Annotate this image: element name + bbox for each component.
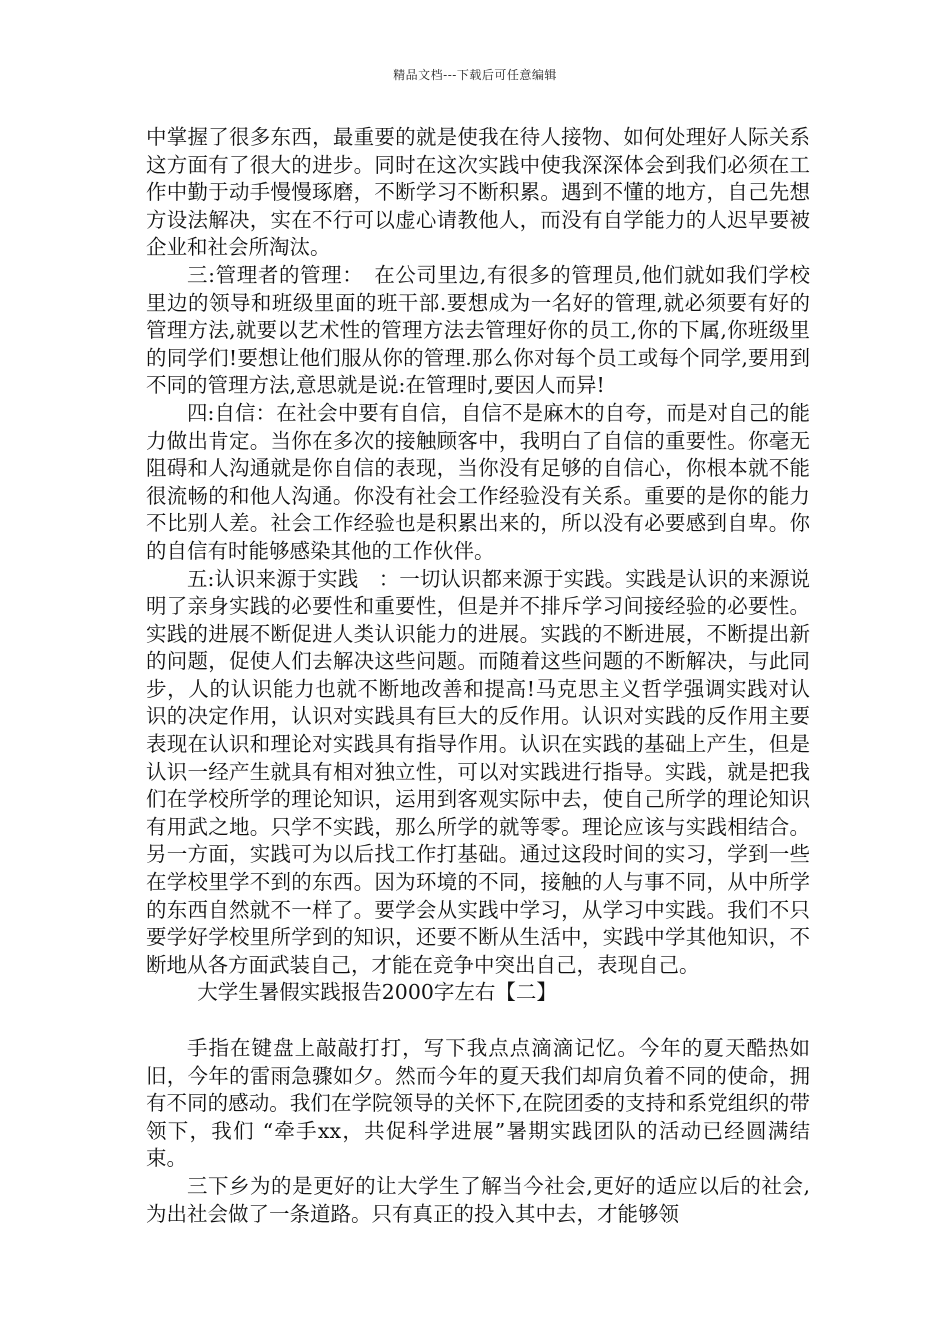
body-paragraph: 中掌握了很多东西，最重要的就是使我在待人接物、如何处理好人际关系这方面有了很大的进步。同时在这次实践中使我深深体会到我们必须在工作中勤于动手慢慢琢磨，不断学习不断积累。遇到不懂的地方，自己先想方设法解决，实在不行可以虚心请教他人，而没有自学能力的人迟早要被企业和社会所淘汰。 <box>146 125 810 260</box>
blank-line <box>146 1007 810 1035</box>
document-body <box>146 124 810 1228</box>
body-paragraph: 三:管理者的管理： 在公司里边,有很多的管理员,他们就如我们学校里边的领导和班级里面的班干部.要想成为一名好的管理,就必须要有好的管理方法,就要以艺术性的管理方法去管理好你的员工,你的下属,你班级里的同学们!要想让他们服从你的管理.那么你对每个员工或每个同学,要用到不同的管理方法,意思就是说:在管理时,要因人而异! <box>146 262 810 398</box>
section-heading: 大学生暑假实践报告2000字左右【二】 <box>197 980 557 1005</box>
page-header: 精品文档---下载后可任意编辑 <box>393 68 557 82</box>
body-paragraph: 五:认识来源于实践 ：一切认识都来源于实践。实践是认识的来源说明了亲身实践的必要性和重要性，但是并不排斥学习间接经验的必要性。实践的进展不断促进人类认识能力的进展。实践的不断进展，不断提出新的问题，促使人们去解决这些问题。而随着这些问题的不断解决，与此同步，人的认识能力也就不断地改善和提高!马克思主义哲学强调实践对认识的决定作用，认识对实践具有巨大的反作用。认识对实践的反作用主要表现在认识和理论对实践具有指导作用。认识在实践的基础上产生，但是认识一经产生就具有相对独立性，可以对实践进行指导。实践，就是把我们在学校所学的理论知识，运用到客观实际中去，使自己所学的理论知识有用武之地。只学不实践，那么所学的就等零。理论应该与实践相结合。另一方面，实践可为以后找工作打基础。通过这段时间的实习，学到一些在学校里学不到的东西。因为环境的不同，接触的人与事不同，从中所学的东西自然就不一样了。要学会从实践中学习，从学习中实践。我们不只要学好学校里所学到的知识，还要不断从生活中，实践中学其他知识，不断地从各方面武装自己，才能在竞争中突出自己，表现自己。 <box>146 566 810 977</box>
body-paragraph: 四:自信：在社会中要有自信，自信不是麻木的自夸，而是对自己的能力做出肯定。当你在多次的接触顾客中，我明白了自信的重要性。你毫无阻碍和人沟通就是你自信的表现，当你没有足够的自信心，你根本就不能很流畅的和他人沟通。你没有社会工作经验没有关系。重要的是你的能力不比别人差。社会工作经验也是积累出来的，所以没有必要感到自卑。你的自信有时能够感染其他的工作伙伴。 <box>146 400 810 563</box>
body-paragraph: 三下乡为的是更好的让大学生了解当今社会,更好的适应以后的社会,为出社会做了一条道路。只有真正的投入其中去，才能够领 <box>146 1173 810 1226</box>
body-paragraph: 手指在键盘上敲敲打打，写下我点点滴滴记忆。今年的夏天酷热如旧，今年的雷雨急骤如夕。然而今年的夏天我们却肩负着不同的使命，拥有不同的感动。我们在学院领导的关怀下,在院团委的支持和系党组织的带领下，我们 “牵手xx，共促科学进展”暑期实践团队的活动已经圆满结束。 <box>146 1036 810 1171</box>
